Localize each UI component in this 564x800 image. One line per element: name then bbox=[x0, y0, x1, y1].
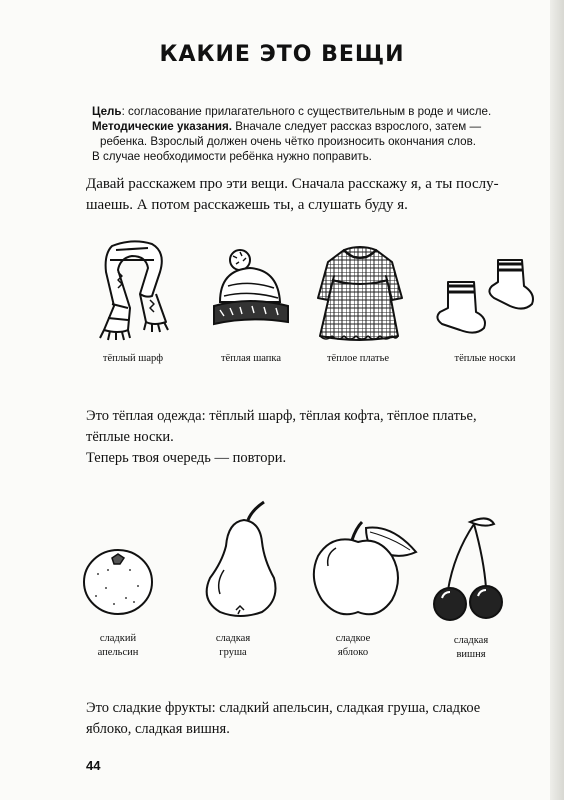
caption-dress: тёплое платье bbox=[326, 353, 390, 364]
clothes-line-1: Это тёплая одежда: тёплый шарф, тёплая кофта, тёплое платье, bbox=[86, 408, 477, 424]
pear-icon bbox=[198, 498, 282, 622]
caption-socks: тёплые носки bbox=[454, 353, 516, 364]
instructions-text-3: В случае необходимости ребёнка нужно поправить. bbox=[92, 150, 372, 163]
goal-text: : согласование прилагательного с существительным в роде и числе. bbox=[121, 105, 492, 118]
socks-icon bbox=[426, 254, 546, 338]
fruits-paragraph bbox=[86, 698, 480, 740]
fruits-line-2: яблоко, сладкая вишня. bbox=[86, 721, 230, 737]
caption-cherry-line-2: вишня bbox=[456, 649, 486, 660]
page-number: 44 bbox=[86, 758, 101, 773]
dress-icon bbox=[314, 240, 406, 344]
instructions-line bbox=[92, 119, 542, 134]
caption-pear-line-1: сладкая bbox=[215, 633, 251, 644]
apple-icon bbox=[306, 516, 430, 622]
orange-icon bbox=[78, 540, 158, 620]
clothes-paragraph bbox=[86, 406, 477, 469]
caption-pear bbox=[198, 632, 268, 660]
clothes-line-2: тёплые носки. bbox=[86, 429, 174, 445]
page-edge bbox=[550, 0, 564, 800]
goal-label: Цель bbox=[92, 105, 122, 118]
intro-paragraph bbox=[86, 174, 499, 216]
caption-apple-line-1: сладкое bbox=[335, 633, 371, 644]
caption-orange-line-1: сладкий bbox=[99, 633, 137, 644]
caption-scarf: тёплый шарф bbox=[102, 353, 164, 364]
page-title: КАКИЕ ЭТО ВЕЩИ bbox=[159, 42, 405, 67]
instructions-text-2: ребенка. Взрослый должен очень чётко произносить окончания слов. bbox=[100, 135, 476, 148]
fruits-line-1: Это сладкие фрукты: сладкий апельсин, сладкая груша, сладкое bbox=[86, 700, 481, 716]
cherry-icon bbox=[430, 514, 510, 624]
knit-hat-icon bbox=[206, 246, 294, 336]
instructions-label: Методические указания. bbox=[92, 120, 232, 133]
methodical-note bbox=[92, 104, 542, 164]
caption-pear-line-2: груша bbox=[219, 647, 247, 658]
caption-cherry bbox=[434, 634, 508, 662]
caption-apple-line-2: яблоко bbox=[337, 647, 369, 658]
clothes-line-3: Теперь твоя очередь — повтори. bbox=[86, 450, 287, 466]
caption-apple bbox=[318, 632, 388, 660]
instructions-text-1: Вначале следует рассказ взрослого, затем — bbox=[231, 120, 482, 133]
caption-hat: тёплая шапка bbox=[220, 353, 282, 364]
intro-line-2: шаешь. А потом расскажешь ты, а слушать буду я. bbox=[86, 197, 408, 213]
scarf-icon bbox=[88, 238, 180, 344]
caption-cherry-line-1: сладкая bbox=[453, 635, 489, 646]
caption-orange bbox=[78, 632, 158, 660]
intro-line-1: Давай расскажем про эти вещи. Сначала расскажу я, а ты послу- bbox=[86, 176, 499, 192]
goal-line bbox=[92, 104, 542, 119]
caption-orange-line-2: апельсин bbox=[97, 647, 139, 658]
